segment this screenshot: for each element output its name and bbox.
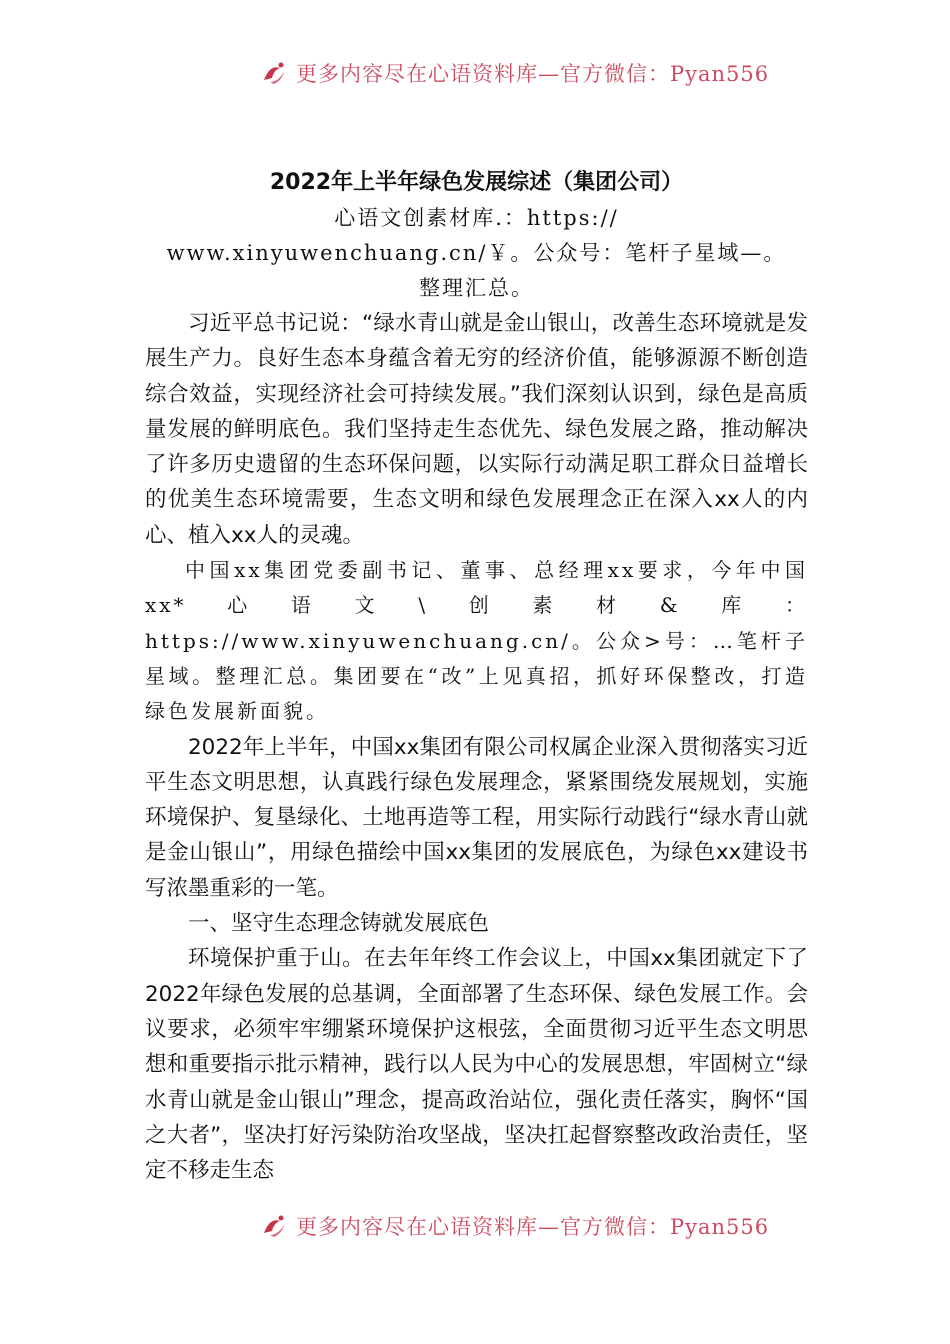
- section-heading: 一、坚守生态理念铸就发展底色: [188, 911, 490, 937]
- watermark-banner-top: [0, 52, 950, 86]
- source-line-1: 心语文创素材库.：https://: [334, 206, 619, 230]
- brand-logo-icon: [260, 1213, 288, 1239]
- brand-logo-icon: [260, 60, 288, 86]
- watermark-text: 更多内容尽在心语资料库—官方微信：Pyan556: [296, 1215, 770, 1239]
- paragraph-2: 中国xx集团党委副书记、董事、总经理xx要求，今年中国xx*心语文\创素材&库：https://www.xinyuwenchuang.cn/。公众>号：…笔杆子星域。整理汇总。集团要在“改”上见真招，抓好环保整改，打造绿色发展新面貌。: [145, 558, 808, 724]
- paragraph-4: 环境保护重于山。在去年年终工作会议上，中国xx集团就定下了2022年绿色发展的总基调，全面部署了生态环保、绿色发展工作。会议要求，必须牢牢绷紧环境保护这根弦，全面贯彻习近平生态文明思想和重要指示批示精神，践行以人民为中心的发展思想，牢固树立“绿水青山就是金山银山”理念，提高政治站位，强化责任落实，胸怀“国之大者”，坚决打好污染防治攻坚战，坚决扛起督察整改政治责任，坚定不移走生态: [145, 946, 808, 1184]
- watermark-banner-bottom: [0, 1205, 950, 1239]
- source-line-3: 整理汇总。: [419, 276, 534, 300]
- paragraph-3: 2022年上半年，中国xx集团有限公司权属企业深入贯彻落实习近平生态文明思想，认真践行绿色发展理念，紧紧围绕发展规划，实施环境保护、复垦绿化、土地再造等工程，用实际行动践行“绿水青山就是金山银山”，用绿色描绘中国xx集团的发展底色，为绿色xx建设书写浓墨重彩的一笔。: [145, 734, 808, 901]
- document-title: 2022年上半年绿色发展综述（集团公司）: [269, 170, 684, 195]
- paragraph-1: 习近平总书记说：“绿水青山就是金山银山，改善生态环境就是发展生产力。良好生态本身蕴含着无穷的经济价值，能够源源不断创造综合效益，实现经济社会可持续发展。”我们深刻认识到，绿色是高质量发展的鲜明底色。我们坚持走生态优先、绿色发展之路，推动解决了许多历史遗留的生态环保问题，以实际行动满足职工群众日益增长的优美生态环境需要，生态文明和绿色发展理念正在深入xx人的内心、植入xx人的灵魂。: [145, 311, 808, 548]
- document-body: [145, 165, 808, 1188]
- source-line-2: www.xinyuwenchuang.cn/￥。公众号：笔杆子星域—。: [166, 241, 787, 265]
- watermark-text: 更多内容尽在心语资料库—官方微信：Pyan556: [296, 62, 770, 86]
